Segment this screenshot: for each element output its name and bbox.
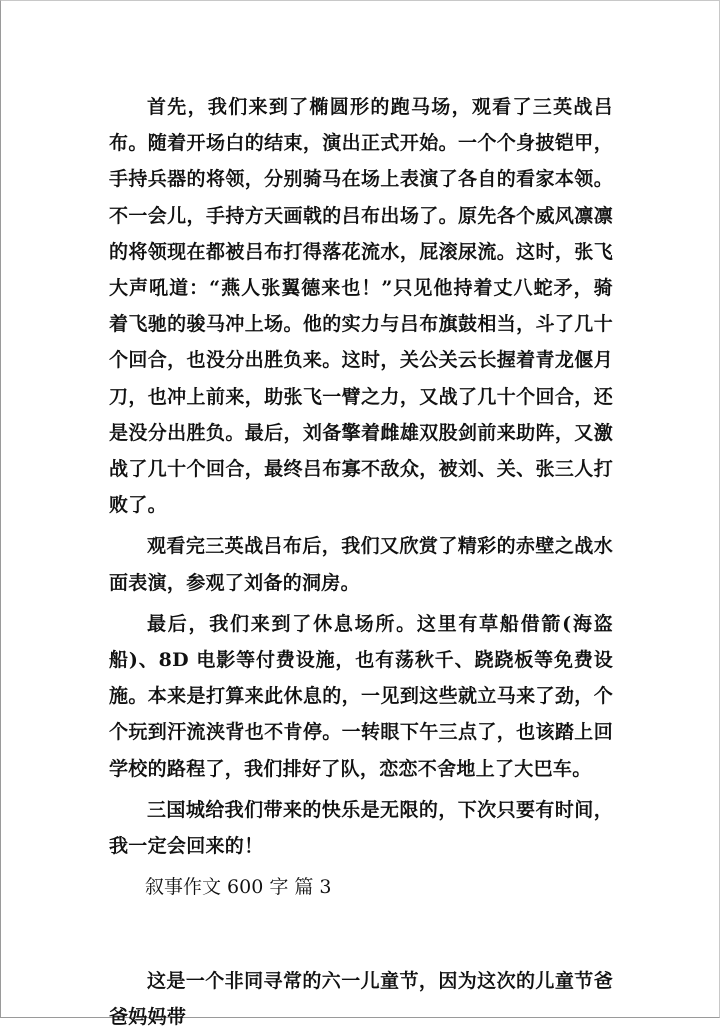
paragraph-racecourse: 首先，我们来到了椭圆形的跑马场，观看了三英战吕布。随着开场白的结束，演出正式开始。一个个身披铠甲，手持兵器的将领，分别骑马在场上表演了各自的看家本领。不一会儿，手持方天画戟的吕布出场了。原先各个威风凛凛的将领现在都被吕布打得落花流水，屁滚尿流。这时，张飞大声吼道：“燕人张翼德来也！”只见他持着丈八蛇矛，骑着飞驰的骏马冲上场。他的实力与吕布旗鼓相当，斗了几十个回合，也没分出胜负来。这时，关公关云长握着青龙偃月刀，也冲上前来，助张飞一臂之力，又战了几十个回合，还是没分出胜负。最后，刘备擎着雌雄双股剑前来助阵，又激战了几十个回合，最终吕布寡不敌众，被刘、关、张三人打败了。	[109, 96, 613, 517]
paragraph-rest-area: 最后，我们来到了休息场所。这里有草船借箭(海盗船)、8D 电影等付费设施，也有荡秋千、跷跷板等免费设施。本来是打算来此休息的，一见到这些就立马来了劲，个个玩到汗流浃背也不肯停。一转眼下午三点了，也该踏上回学校的路程了，我们排好了队，恋恋不舍地上了大巴车。	[109, 612, 613, 780]
paragraph-childrens-day: 这是一个非同寻常的六一儿童节，因为这次的儿童节爸爸妈妈带	[109, 970, 613, 1029]
section-heading: 叙事作文 600 字 篇 3	[145, 876, 332, 899]
section-spacer	[109, 905, 613, 963]
paragraph-red-cliff: 观看完三英战吕布后，我们又欣赏了精彩的赤壁之战水面表演，参观了刘备的洞房。	[109, 535, 613, 594]
document-body	[109, 89, 613, 1036]
paragraph-conclusion: 三国城给我们带来的快乐是无限的，下次只要有时间，我一定会回来的！	[109, 798, 613, 858]
